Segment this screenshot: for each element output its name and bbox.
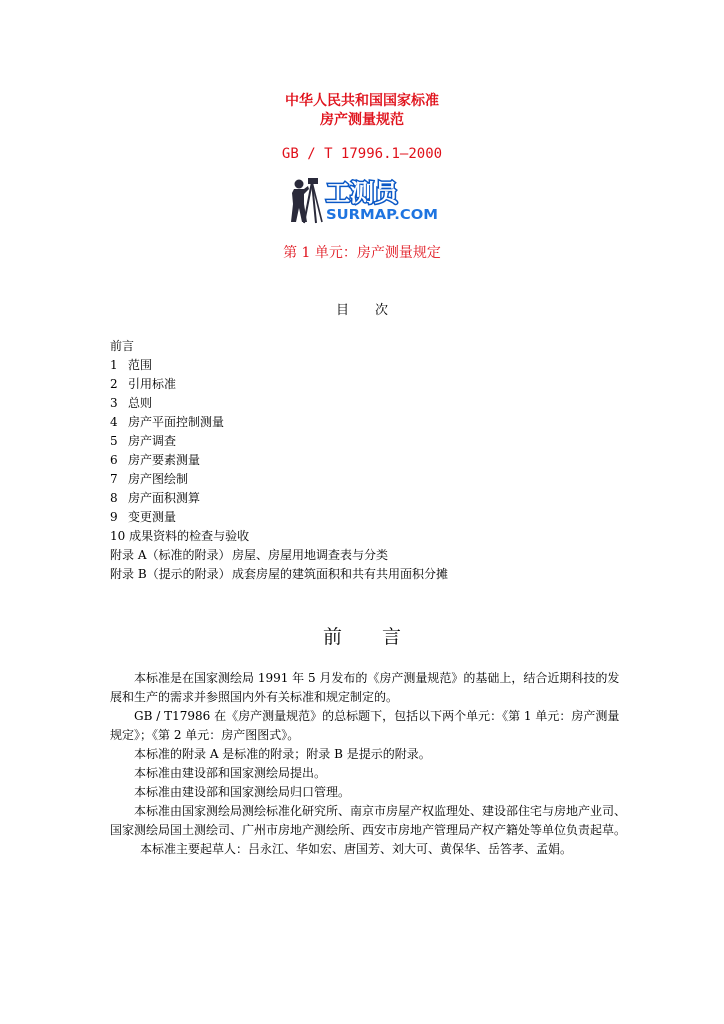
logo-cn-text: 工测员 bbox=[326, 179, 398, 207]
toc-item bbox=[110, 433, 630, 452]
toc-item-label: 房产平面控制测量 bbox=[128, 415, 225, 429]
toc-item-label: 总则 bbox=[128, 396, 153, 410]
toc-item-number: 3 bbox=[110, 396, 118, 410]
toc-item bbox=[110, 376, 630, 395]
toc-item-number: 4 bbox=[110, 415, 118, 429]
toc-item bbox=[110, 490, 630, 509]
toc-item-label: 范围 bbox=[128, 358, 153, 372]
toc-item-label: 房产要素测量 bbox=[128, 453, 201, 467]
toc-item-label: 房产图绘制 bbox=[128, 472, 189, 486]
toc-appendix-prefix: 附录 A（标准的附录） bbox=[110, 548, 231, 562]
toc-item bbox=[110, 509, 630, 528]
preface-paragraph: 本标准主要起草人：吕永江、华如宏、唐国芳、刘大可、黄保华、岳答孝、孟娟。 bbox=[140, 842, 573, 856]
toc-appendix-label: 成套房屋的建筑面积和共有共用面积分摊 bbox=[232, 567, 449, 581]
toc-item-number: 10 bbox=[110, 529, 126, 543]
standard-category: 中华人民共和国国家标准 bbox=[285, 93, 439, 109]
toc-item-number: 1 bbox=[110, 358, 118, 372]
preface-title: 前言 bbox=[322, 626, 441, 648]
toc-title: 目次 bbox=[335, 303, 414, 318]
table-of-contents bbox=[110, 338, 630, 585]
toc-appendix-prefix: 附录 B（提示的附录） bbox=[110, 567, 231, 581]
toc-item bbox=[110, 414, 630, 433]
toc-item-number: 7 bbox=[110, 472, 118, 486]
toc-item bbox=[110, 471, 630, 490]
toc-appendix-label: 房屋、房屋用地调查表与分类 bbox=[232, 548, 389, 562]
preface-paragraph: GB / T17986 在《房产测量规范》的总标题下，包括以下两个单元：《第 1 单元：房产测量规定》；《第 2 单元：房产图图式》。 bbox=[110, 709, 620, 742]
surmap-logo bbox=[282, 176, 442, 224]
toc-item-number: 2 bbox=[110, 377, 118, 391]
toc-item bbox=[110, 357, 630, 376]
toc-item-label: 房产调查 bbox=[128, 434, 177, 448]
preface-paragraph: 本标准由国家测绘局测绘标准化研究所、南京市房屋产权监理处、建设部住宅与房地产业司、国家测绘局国土测绘司、广州市房地产测绘所、西安市房地产管理局产权产籍处等单位负责起草。 bbox=[110, 804, 627, 837]
toc-appendix bbox=[110, 547, 630, 566]
preface-paragraph: 本标准的附录 A 是标准的附录；附录 B 是提示的附录。 bbox=[134, 747, 431, 761]
toc-item-label: 成果资料的检查与验收 bbox=[129, 529, 250, 543]
toc-item bbox=[110, 395, 630, 414]
toc-item-label: 变更测量 bbox=[128, 510, 177, 524]
toc-item-number: 6 bbox=[110, 453, 118, 467]
toc-item-number: 5 bbox=[110, 434, 118, 448]
logo-url-text: SURMAP.COM bbox=[326, 207, 438, 223]
toc-item bbox=[110, 452, 630, 471]
preface-paragraph: 本标准由建设部和国家测绘局归口管理。 bbox=[134, 785, 351, 799]
toc-item-label: 引用标准 bbox=[128, 377, 177, 391]
standard-title: 房产测量规范 bbox=[320, 112, 404, 128]
toc-item-label: 房产面积测算 bbox=[128, 491, 201, 505]
preface-paragraph: 本标准是在国家测绘局 1991 年 5 月发布的《房产测量规范》的基础上，结合近期科技的发展和生产的需求并参照国内外有关标准和规定制定的。 bbox=[110, 671, 620, 704]
surveyor-with-tripod-icon bbox=[282, 176, 442, 224]
toc-item bbox=[110, 528, 630, 547]
toc-item-number: 9 bbox=[110, 510, 118, 524]
toc-preface: 前言 bbox=[110, 339, 135, 353]
preface-paragraph: 本标准由建设部和国家测绘局提出。 bbox=[134, 766, 327, 780]
standard-code: GB / T 17996.1—2000 bbox=[281, 146, 443, 162]
toc-item-number: 8 bbox=[110, 491, 118, 505]
unit-title: 第 1 单元：房产测量规定 bbox=[283, 245, 441, 261]
toc-appendix bbox=[110, 566, 630, 585]
preface-body bbox=[110, 669, 630, 859]
